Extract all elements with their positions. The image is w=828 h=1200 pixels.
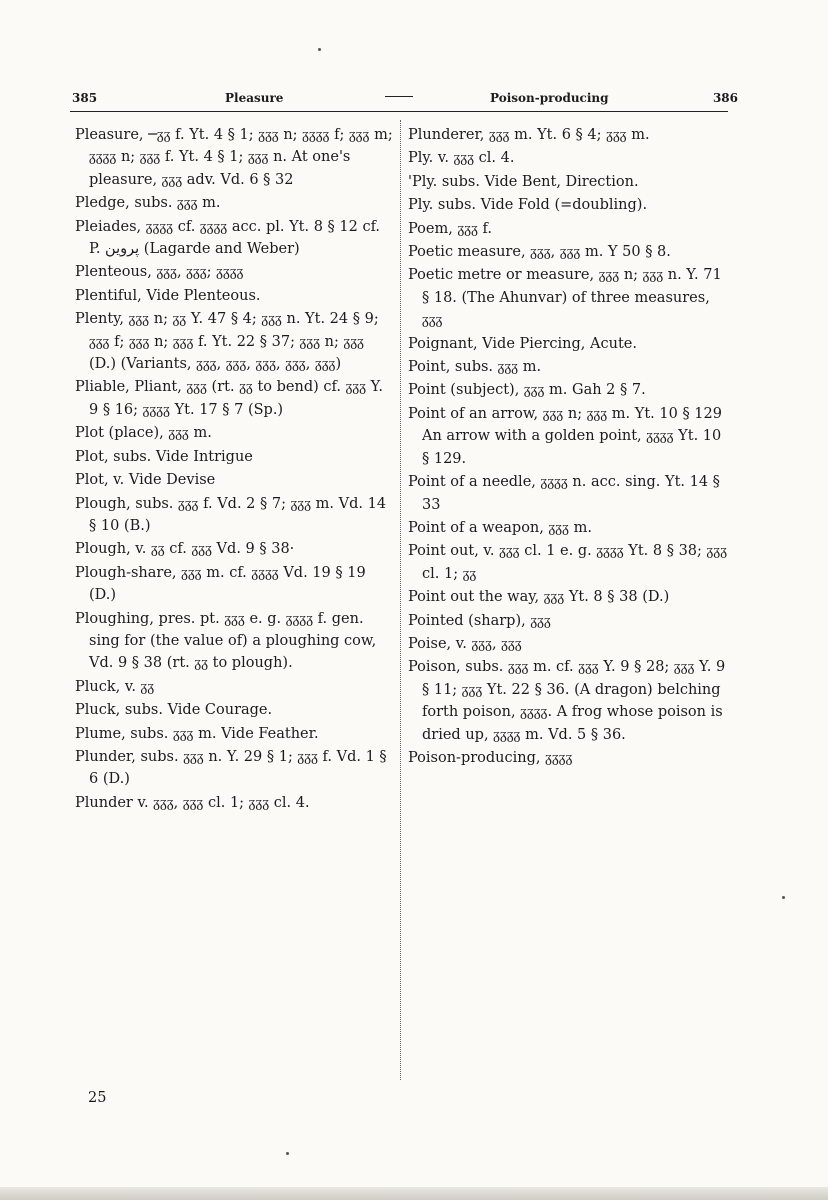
entry-plot-v: Plot, v. Vide Devise [75, 472, 216, 489]
column-divider [400, 120, 401, 1080]
entry-point-subject: Point (subject), ᵹᵹᵹ m. Gah 2 § 7. [408, 382, 646, 399]
entry-poise: Poise, v. ᵹᵹᵹ, ᵹᵹᵹ [408, 635, 522, 652]
entry-ply-subs-fold: Ply. subs. Vide Fold (=doubling). [408, 197, 648, 214]
entry-poem: Poem, ᵹᵹᵹ f. [408, 220, 493, 237]
entry-ply-subs-bent: 'Ply. subs. Vide Bent, Direction. [408, 173, 639, 190]
entry-point-needle: Point of a needle, ᵹᵹᵹᵹ n. acc. sing. Yt. 14 § 33 [408, 474, 720, 513]
page-number-right: 386 [712, 91, 738, 105]
entry-plenteous: Plenteous, ᵹᵹᵹ, ᵹᵹᵹ; ᵹᵹᵹᵹ [75, 264, 244, 281]
left-column [75, 124, 395, 815]
entry-pointed: Pointed (sharp), ᵹᵹᵹ [408, 612, 551, 629]
entry-plume: Plume, subs. ᵹᵹᵹ m. Vide Feather. [75, 725, 319, 742]
signature-mark: 25 [88, 1090, 107, 1106]
entry-pluck-subs: Pluck, subs. Vide Courage. [75, 702, 273, 719]
entry-plunder-subs: Plunder, subs. ᵹᵹᵹ n. Y. 29 § 1; ᵹᵹᵹ f. Vd. 1 § 6 (D.) [75, 748, 387, 788]
entry-pliable: Pliable, Pliant, ᵹᵹᵹ (rt. ᵹᵹ to bend) cf. ᵹᵹᵹ Y. 9 § 16; ᵹᵹᵹᵹ Yt. 17 § 7 (Sp.) [75, 379, 383, 418]
entry-plot-subs: Plot, subs. Vide Intrigue [75, 448, 253, 465]
page-header [70, 85, 738, 112]
entry-pleasure: Pleasure, ─ᵹᵹ f. Yt. 4 § 1; ᵹᵹᵹ n; ᵹᵹᵹᵹ f; ᵹᵹᵹ m; ᵹᵹᵹᵹ n; ᵹᵹᵹ f. Yt. 4 § 1; ᵹᵹᵹ n. At one's pleasure, ᵹᵹᵹ adv. Vd. 6 § 32 [75, 127, 393, 188]
entry-poison-producing: Poison-producing, ᵹᵹᵹᵹ [408, 749, 573, 766]
entry-ply-v: Ply. v. ᵹᵹᵹ cl. 4. [408, 150, 515, 167]
running-title-left: Pleasure [225, 91, 284, 105]
entry-plough-subs: Plough, subs. ᵹᵹᵹ f. Vd. 2 § 7; ᵹᵹᵹ m. Vd. 14 § 10 (B.) [75, 495, 387, 534]
paper-speck [782, 896, 785, 899]
entry-point-weapon: Point of a weapon, ᵹᵹᵹ m. [408, 519, 592, 536]
entry-point-out-way: Point out the way, ᵹᵹᵹ Yt. 8 § 38 (D.) [408, 589, 670, 606]
entry-poetic-measure: Poetic measure, ᵹᵹᵹ, ᵹᵹᵹ m. Y 50 § 8. [408, 244, 671, 261]
entry-point-out: Point out, v. ᵹᵹᵹ cl. 1 e. g. ᵹᵹᵹᵹ Yt. 8 § 38; ᵹᵹᵹ cl. 1; ᵹᵹ [408, 543, 728, 582]
entry-plough-share: Plough-share, ᵹᵹᵹ m. cf. ᵹᵹᵹᵹ Vd. 19 § 19 (D.) [75, 564, 366, 604]
paper-speck [318, 48, 321, 51]
page-number-left: 385 [72, 91, 98, 105]
entry-poison: Poison, subs. ᵹᵹᵹ m. cf. ᵹᵹᵹ Y. 9 § 28; ᵹᵹᵹ Y. 9 § 11; ᵹᵹᵹ Yt. 22 § 36. (A dragon) belching forth poison, ᵹᵹᵹᵹ. A frog whose poison is dried up, ᵹᵹᵹᵹ m. Vd. 5 § 36. [408, 659, 726, 743]
entry-point-arrow: Point of an arrow, ᵹᵹᵹ n; ᵹᵹᵹ m. Yt. 10 § 129 An arrow with a golden point, ᵹᵹᵹᵹ Yt. 10 § 129. [408, 405, 722, 467]
entry-plenty: Plenty, ᵹᵹᵹ n; ᵹᵹ Y. 47 § 4; ᵹᵹᵹ n. Yt. 24 § 9; ᵹᵹᵹ f; ᵹᵹᵹ n; ᵹᵹᵹ f. Yt. 22 § 37; ᵹᵹᵹ n; ᵹᵹᵹ (D.) (Variants, ᵹᵹᵹ, ᵹᵹᵹ, ᵹᵹᵹ, ᵹᵹᵹ, ᵹᵹᵹ) [75, 311, 379, 373]
entry-pluck-v: Pluck, v. ᵹᵹ [75, 678, 155, 695]
header-dash [385, 96, 413, 97]
entry-plentiful: Plentiful, Vide Plenteous. [75, 287, 261, 304]
paper-speck [286, 1152, 289, 1155]
entry-ploughing: Ploughing, pres. pt. ᵹᵹᵹ e. g. ᵹᵹᵹᵹ f. gen. sing for (the value of) a ploughing cow, Vd. 9 § 38 (rt. ᵹᵹ to plough). [75, 610, 377, 672]
entry-plot-place: Plot (place), ᵹᵹᵹ m. [75, 425, 212, 442]
entry-poignant: Poignant, Vide Piercing, Acute. [408, 335, 637, 352]
running-title-right: Poison-producing [490, 91, 609, 105]
entry-plunderer: Plunderer, ᵹᵹᵹ m. Yt. 6 § 4; ᵹᵹᵹ m. [408, 127, 650, 143]
entry-poetic-metre: Poetic metre or measure, ᵹᵹᵹ n; ᵹᵹᵹ n. Y. 71 § 18. (The Ahunvar) of three measures, ᵹᵹᵹ [408, 267, 722, 329]
entry-plunder-v: Plunder v. ᵹᵹᵹ, ᵹᵹᵹ cl. 1; ᵹᵹᵹ cl. 4. [75, 794, 310, 811]
entry-plough-v: Plough, v. ᵹᵹ cf. ᵹᵹᵹ Vd. 9 § 38· [75, 541, 295, 558]
entry-pledge: Pledge, subs. ᵹᵹᵹ m. [75, 195, 221, 212]
entry-pleiades: Pleiades, ᵹᵹᵹᵹ cf. ᵹᵹᵹᵹ acc. pl. Yt. 8 § 12 cf. P. پروين (Lagarde and Weber) [75, 218, 381, 258]
entry-point-subs: Point, subs. ᵹᵹᵹ m. [408, 359, 542, 376]
right-column [408, 124, 728, 770]
scan-bottom-edge [0, 1187, 828, 1200]
